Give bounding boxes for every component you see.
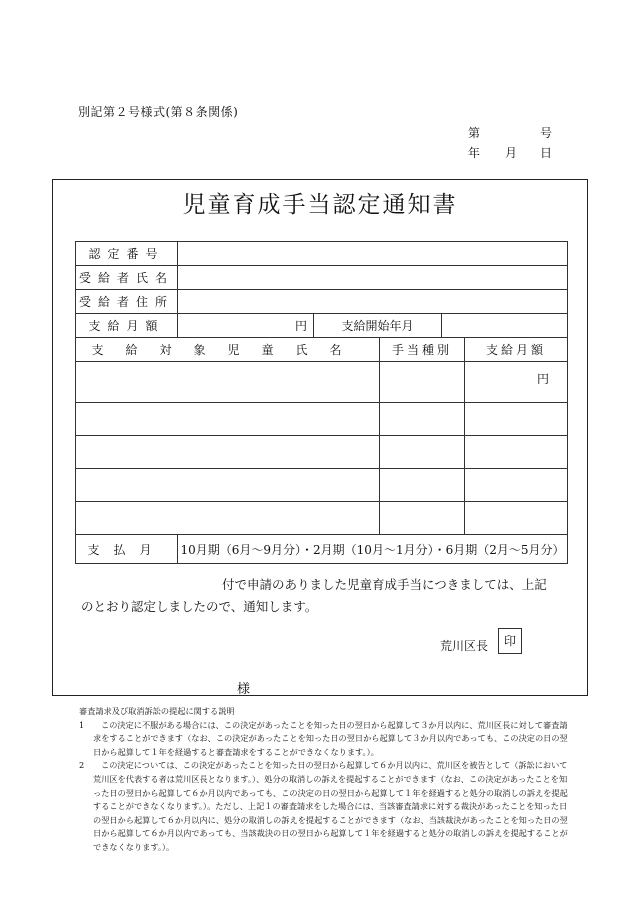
recipient-address-field[interactable] <box>178 290 568 314</box>
payment-start-label: 支給開始年月 <box>314 314 442 338</box>
allowance-type-cell[interactable] <box>380 502 465 535</box>
date-year: 年 <box>468 146 481 160</box>
child-name-cell[interactable] <box>76 362 380 403</box>
cert-number-label: 認定番号 <box>76 242 178 266</box>
recipient-address-label: 受給者住所 <box>76 290 178 314</box>
child-amount-cell[interactable] <box>465 469 568 502</box>
payment-start-field[interactable] <box>442 314 568 338</box>
appeal-explanation <box>79 705 569 855</box>
allowance-type-cell[interactable] <box>380 469 465 502</box>
document-title: 児童育成手当認定通知書 <box>182 192 458 218</box>
issuer-name: 荒川区長 <box>440 639 489 653</box>
allowance-type-cell[interactable] <box>380 436 465 469</box>
child-amount-cell[interactable] <box>465 403 568 436</box>
form-label: 別記第２号様式(第８条関係) <box>78 105 239 119</box>
payment-amount-label: 支給月額 <box>76 314 178 338</box>
recipient-name-label: 受給者氏名 <box>76 266 178 290</box>
seal-box: 印 <box>498 628 522 654</box>
payment-amount-field[interactable] <box>178 314 314 338</box>
certification-table <box>75 241 568 564</box>
recipient-honorific: 様 <box>237 682 251 697</box>
date-month: 月 <box>505 146 518 160</box>
yen-unit: 円 <box>537 372 550 386</box>
appeal-item-number: 1 <box>79 719 85 730</box>
child-name-cell[interactable] <box>76 403 380 436</box>
child-amount-cell[interactable] <box>465 436 568 469</box>
child-amount-header: 支給月額 <box>465 338 568 362</box>
notice-line-1: 付で申請のありました児童育成手当につきましては、上記 <box>222 577 547 592</box>
child-amount-cell[interactable] <box>465 362 568 403</box>
appeal-item-number: 2 <box>79 760 85 771</box>
child-name-cell[interactable] <box>76 436 380 469</box>
child-name-cell[interactable] <box>76 469 380 502</box>
number-go: 号 <box>540 126 553 140</box>
date-day: 日 <box>540 146 553 160</box>
number-dai: 第 <box>468 126 481 140</box>
payment-month-label: 支払月 <box>76 535 178 564</box>
notice-line-2: のとおり認定しましたので、通知します。 <box>81 599 318 614</box>
recipient-name-field[interactable] <box>178 266 568 290</box>
allowance-type-header: 手当種別 <box>380 338 465 362</box>
yen-unit: 円 <box>294 319 307 333</box>
appeal-item <box>79 759 569 854</box>
appeal-heading: 審査請求及び取消訴訟の提起に関する説明 <box>79 706 235 716</box>
appeal-item-text: この決定については、この決定があったことを知った日の翌日から起算して６か月以内に、荒川区を被告として（訴訟において荒川区を代表する者は荒川区長となります。）、処分の取消しの訴えを提起することができます（なお、この決定があったことを知った日の翌日から起算して６か月以内であっても、この決定の日の翌日から起算して１年を経過すると処分の取消しの訴えを提起することができなくなります。）。ただし、上記１の審査請求をした場合には、当該審査請求に対する裁決があったことを知った日の翌日から起算して６か月以内に、処分の取消しの訴えを提起することができます（なお、当該裁決があったことを知った日の翌日から起算して６か月以内であっても、当該裁決の日の翌日から起算して１年を経過すると処分の取消しの訴えを提起することができなくなります。）。 <box>93 760 568 852</box>
allowance-type-cell[interactable] <box>380 362 465 403</box>
appeal-item <box>79 719 569 760</box>
child-name-header: 支給対象児童氏名 <box>76 338 380 362</box>
allowance-type-cell[interactable] <box>380 403 465 436</box>
payment-schedule: 10月期（6月～9月分）・2月期（10月～1月分）・6月期（2月～5月分） <box>178 535 568 564</box>
appeal-item-text: この決定に不服がある場合には、この決定があったことを知った日の翌日から起算して３か月以内に、荒川区長に対して審査請求をすることができます（なお、この決定があったことを知った日の翌日から起算して３か月以内であっても、この決定の日の翌日から起算して１年を経過すると審査請求をすることができなくなります。）。 <box>93 719 568 757</box>
child-amount-cell[interactable] <box>465 502 568 535</box>
child-name-cell[interactable] <box>76 502 380 535</box>
cert-number-field[interactable] <box>178 242 568 266</box>
